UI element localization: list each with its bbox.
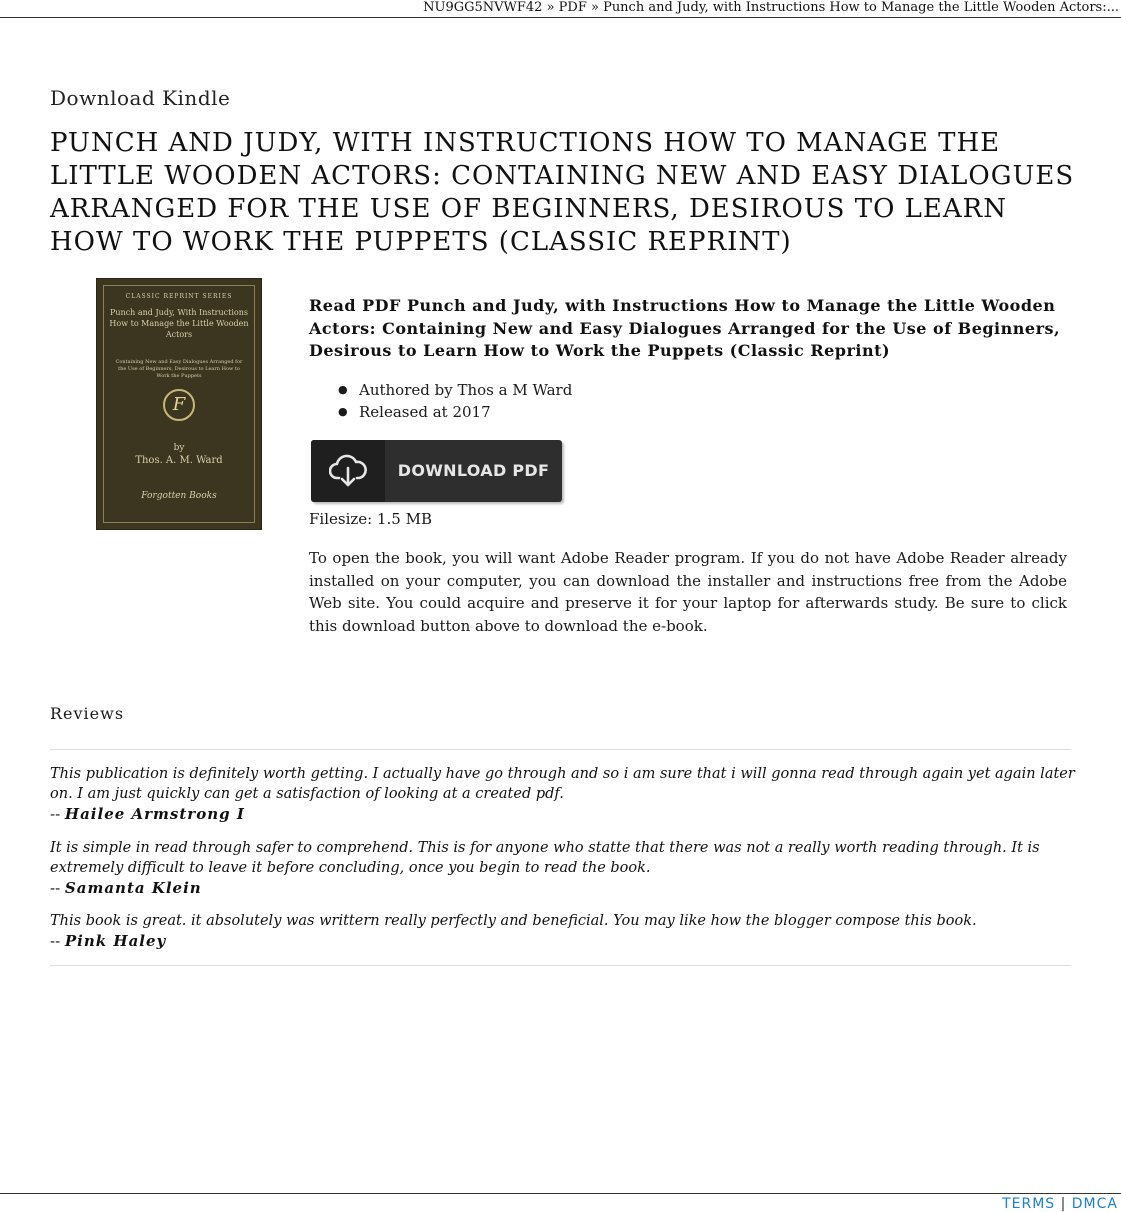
review-author: Hailee Armstrong I bbox=[64, 805, 245, 823]
footer-separator: | bbox=[1060, 1196, 1067, 1212]
cloud-download-icon bbox=[329, 452, 367, 490]
review-prefix: -- bbox=[50, 879, 65, 897]
footer-links bbox=[1002, 1196, 1118, 1212]
cover-subtitle: Containing New and Easy Dialogues Arranged for the Use of Beginners, Desirous to Learn How to Work the Puppets bbox=[115, 359, 243, 379]
cover-author: Thos. A. M. Ward bbox=[135, 455, 223, 466]
page-title: PUNCH AND JUDY, WITH INSTRUCTIONS HOW TO MANAGE THE LITTLE WOODEN ACTORS: CONTAINING NEW AND EASY DIALOGUES ARRANGED FOR THE USE OF BEGINNERS, DESIROUS TO LEARN HOW TO WORK THE PUPPETS (CLASSIC REPRINT) bbox=[50, 128, 1075, 257]
reviews-top-divider bbox=[50, 749, 1071, 750]
cover-emblem: F bbox=[163, 389, 195, 421]
download-icon-box bbox=[311, 440, 385, 502]
review-author: Samanta Klein bbox=[64, 879, 202, 897]
book-cover bbox=[96, 278, 262, 530]
dmca-link[interactable]: DMCA bbox=[1071, 1196, 1118, 1212]
review-byline bbox=[50, 804, 1075, 824]
review-text: This book is great. it absolutely was writtern really perfectly and beneficial. You may like how the blogger compose this book. bbox=[50, 913, 977, 929]
cover-by: by bbox=[173, 443, 185, 453]
review-item bbox=[50, 838, 1075, 898]
filesize: Filesize: 1.5 MB bbox=[309, 510, 432, 528]
review-text: This publication is definitely worth getting. I actually have go through and so i am sure that i will gonna read through again yet again later on. I am just quickly can get a satisfaction of looking at a created pdf. bbox=[50, 766, 1075, 802]
download-pdf-label: DOWNLOAD PDF bbox=[397, 461, 550, 480]
footer-divider bbox=[0, 1193, 1121, 1194]
review-prefix: -- bbox=[50, 805, 65, 823]
download-pdf-button[interactable] bbox=[311, 440, 562, 502]
breadcrumb bbox=[0, 0, 1121, 18]
reviews-bottom-divider bbox=[50, 965, 1071, 966]
terms-link[interactable]: TERMS bbox=[1002, 1196, 1056, 1212]
breadcrumb-text: NU9GG5NVWF42 » PDF » Punch and Judy, with Instructions How to Manage the Little Wooden Actors:... bbox=[423, 0, 1119, 15]
review-text: It is simple in read through safer to comprehend. This is for anyone who statte that there was not a really worth reading through. It is extremely difficult to leave it before concluding, once you begin to read the book. bbox=[50, 840, 1040, 876]
book-description: To open the book, you will want Adobe Reader program. If you do not have Adobe Reader already installed on your computer, you can download the installer and instructions free from the Adobe Web site. You could acquire and preserve it for your laptop for afterwards study. Be sure to click this download button above to download the e-book. bbox=[309, 549, 1067, 635]
review-prefix: -- bbox=[50, 932, 65, 950]
cover-title: Punch and Judy, With Instructions How to Manage the Little Wooden Actors bbox=[109, 308, 249, 339]
released-at: ● Released at 2017 bbox=[309, 401, 572, 423]
book-meta-list bbox=[309, 379, 572, 423]
review-item bbox=[50, 911, 1075, 951]
review-byline bbox=[50, 878, 1075, 898]
review-byline bbox=[50, 931, 1075, 951]
download-kindle-label: Download Kindle bbox=[50, 86, 231, 110]
reviews-heading: Reviews bbox=[50, 704, 125, 723]
cover-publisher: Forgotten Books bbox=[141, 491, 217, 501]
review-author: Pink Haley bbox=[64, 932, 167, 950]
book-heading: Read PDF Punch and Judy, with Instructions How to Manage the Little Wooden Actors: Containing New and Easy Dialogues Arranged for the Use of Beginners, Desirous to Learn How to Work the Puppets (Classic Reprint) bbox=[309, 296, 1061, 360]
review-item bbox=[50, 764, 1075, 824]
authored-by: ● Authored by Thos a M Ward bbox=[309, 379, 572, 401]
cover-series: CLASSIC REPRINT SERIES bbox=[125, 293, 233, 300]
